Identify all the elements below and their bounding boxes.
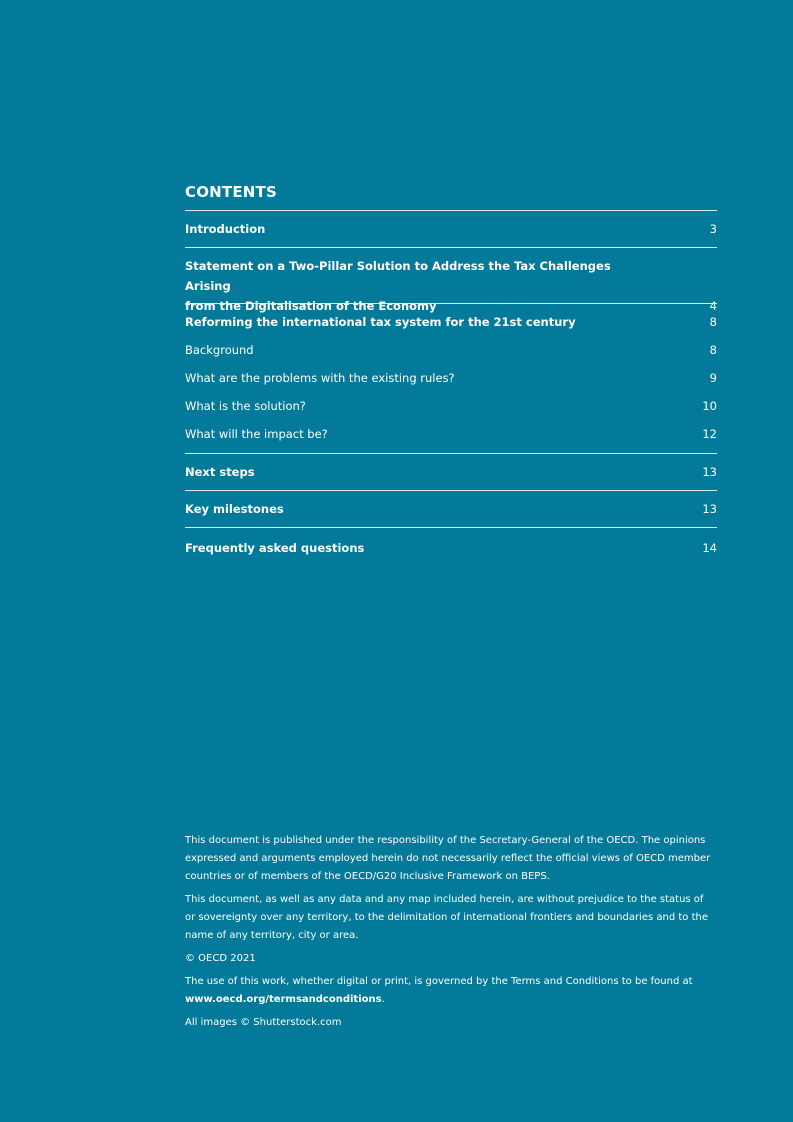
toc-page-number: 9 [709, 371, 717, 385]
toc-subitem-problems[interactable] [185, 368, 717, 396]
terms-text: The use of this work, whether digital or print, is governed by the Terms and Conditions to be found at [185, 976, 693, 987]
territory-paragraph: This document, as well as any data and any map included herein, are without prejudice to the status of or sovereignty over any territory, to the delimitation of international frontiers and boundaries and to the name of any territory, city or area. [185, 894, 708, 941]
toc-label-line1[interactable]: Statement on a Two-Pillar Solution to Address the Tax Challenges Arising [185, 259, 611, 293]
toc-page-number: 13 [702, 502, 717, 516]
terms-end: . [381, 994, 385, 1005]
toc-page-number: 8 [709, 343, 717, 357]
toc-section-reforming[interactable] [185, 304, 717, 454]
toc-label[interactable]: Reforming the international tax system for the 21st century [185, 315, 576, 329]
legal-footer [185, 832, 715, 1037]
toc-section-faq[interactable] [185, 528, 717, 558]
toc-page-number: 14 [702, 541, 717, 555]
image-credit: All images © Shutterstock.com [185, 1017, 342, 1028]
toc-page-number: 3 [709, 222, 717, 236]
toc-sublabel[interactable]: What is the solution? [185, 399, 306, 413]
toc-page-number: 10 [702, 399, 717, 413]
toc-subitem-background[interactable] [185, 340, 717, 368]
toc-section-statement[interactable] [185, 248, 717, 313]
toc-page-number: 13 [702, 465, 717, 479]
copyright-notice: © OECD 2021 [185, 953, 256, 964]
toc-label[interactable]: Frequently asked questions [185, 541, 365, 555]
toc-section-next-steps[interactable] [185, 454, 717, 491]
toc-sublabel[interactable]: What are the problems with the existing rules? [185, 371, 455, 385]
toc-row[interactable] [185, 462, 717, 482]
toc-sublabel[interactable]: What will the impact be? [185, 427, 328, 441]
toc-label[interactable]: Introduction [185, 222, 266, 236]
toc-row[interactable] [185, 256, 717, 296]
toc-section-key-milestones[interactable] [185, 491, 717, 528]
toc-label[interactable]: Next steps [185, 465, 255, 479]
table-of-contents [185, 181, 717, 558]
toc-page-number: 12 [702, 427, 717, 441]
toc-row[interactable] [185, 219, 717, 239]
toc-row[interactable] [185, 499, 717, 519]
terms-link[interactable]: www.oecd.org/termsandconditions [185, 994, 382, 1005]
toc-label-line2[interactable]: from the Digitalisation of the Economy [185, 299, 437, 313]
toc-section-introduction[interactable] [185, 211, 717, 248]
disclaimer-paragraph: This document is published under the responsibility of the Secretary-General of the OECD. The opinions expressed and arguments employed herein do not necessarily reflect the official views of OECD member countries or of members of the OECD/G20 Inclusive Framework on BEPS. [185, 835, 711, 882]
terms-paragraph [185, 973, 715, 1009]
toc-row[interactable] [185, 312, 717, 340]
toc-page-number: 4 [709, 299, 717, 313]
toc-subitem-impact[interactable] [185, 424, 717, 452]
toc-label[interactable]: Key milestones [185, 502, 284, 516]
toc-subitem-solution[interactable] [185, 396, 717, 424]
toc-row[interactable] [185, 538, 717, 558]
toc-page-number: 8 [709, 315, 717, 329]
toc-sublabel[interactable]: Background [185, 343, 254, 357]
contents-heading: CONTENTS [185, 181, 717, 211]
